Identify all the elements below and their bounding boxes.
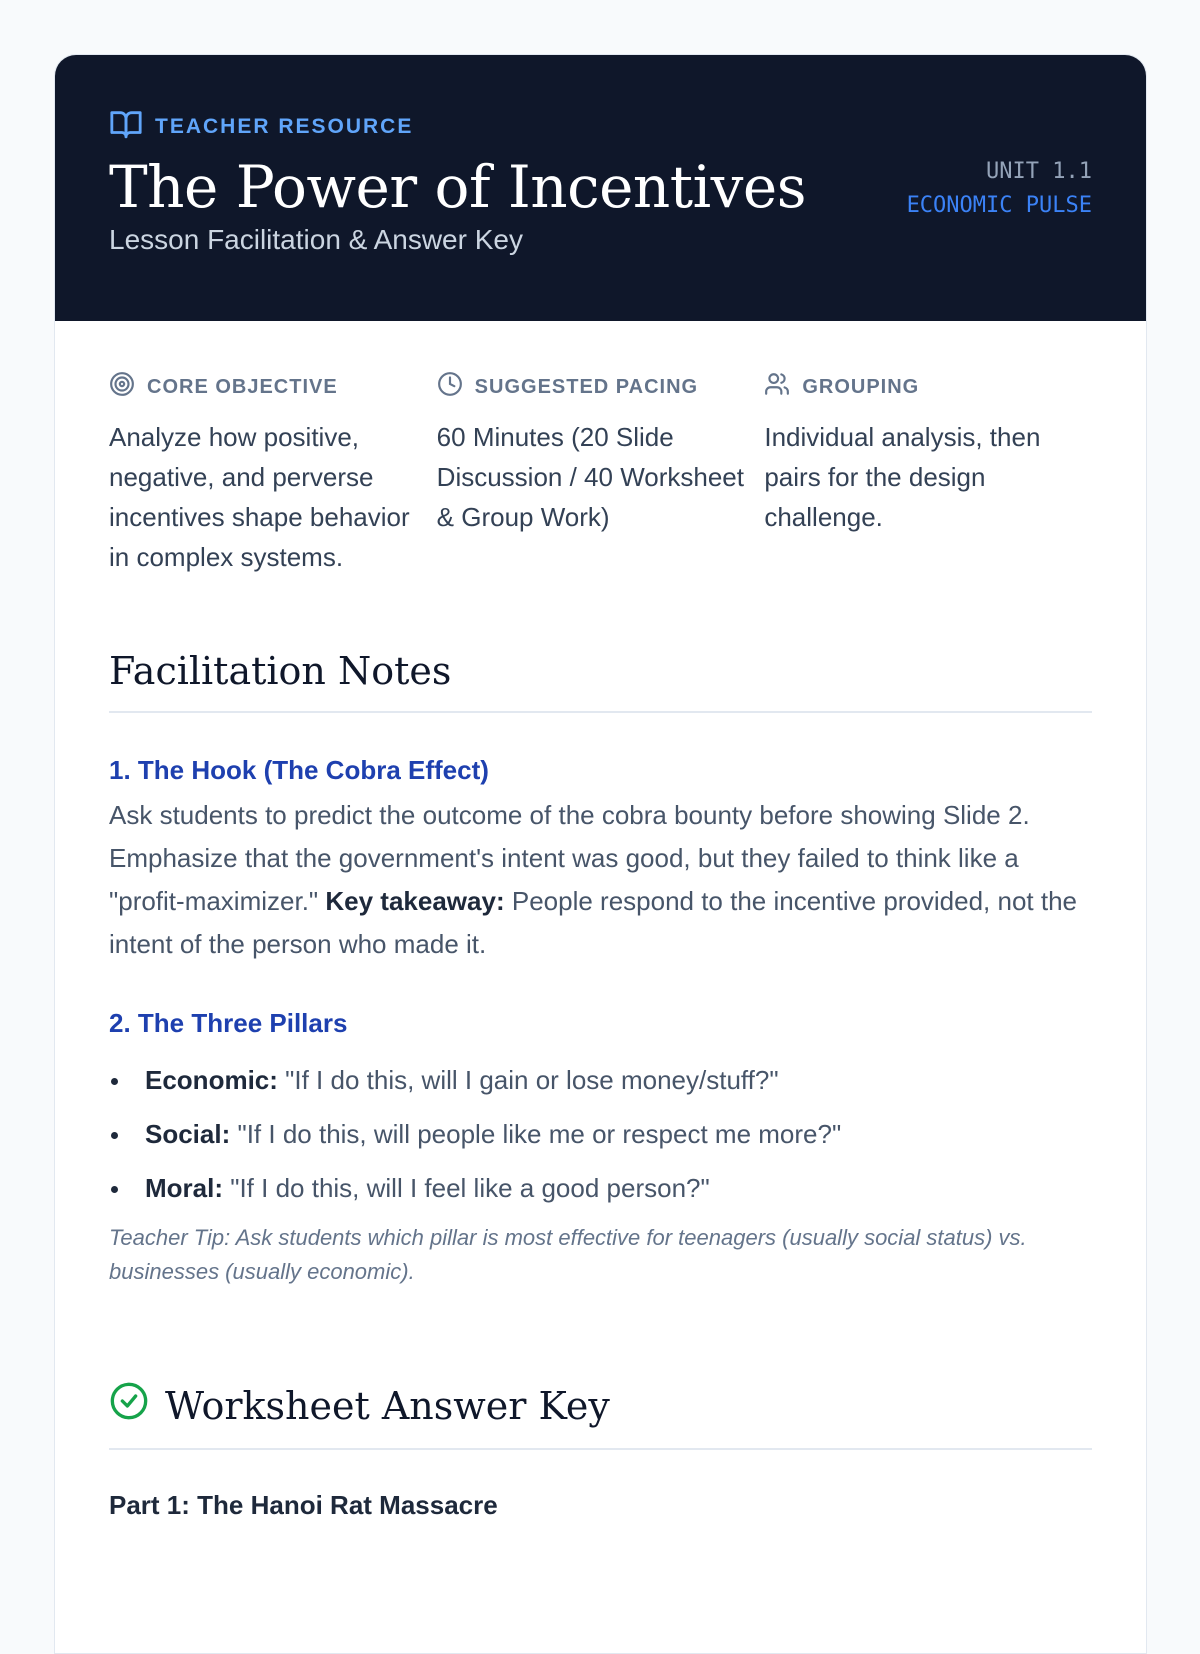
unit-number: UNIT 1.1 (986, 159, 1092, 184)
meta-pacing (437, 373, 765, 577)
facilitation-heading (109, 649, 1092, 713)
meta-text: Analyze how positive, negative, and perverse incentives shape behavior in complex systems. (109, 422, 410, 572)
meta-text: Individual analysis, then pairs for the design challenge. (764, 422, 1041, 532)
lesson-header (55, 55, 1146, 321)
page-subtitle: Lesson Facilitation & Answer Key (109, 223, 523, 255)
pillars-title: 2. The Three Pillars (109, 1008, 348, 1038)
section-title: Worksheet Answer Key (165, 1383, 610, 1428)
pillar-text: "If I do this, will people like me or respect me more?" (230, 1119, 842, 1149)
pillar-label: Social: (145, 1119, 231, 1149)
part1-title: Part 1: The Hanoi Rat Massacre (109, 1490, 498, 1520)
key-takeaway-label: Key takeaway: (325, 886, 505, 916)
meta-grouping (764, 373, 1092, 577)
meta-objective (109, 373, 437, 577)
meta-head-pacing (437, 373, 745, 401)
hook-text-after: People respond to the incentive provided, not the intent of the person who made it. (109, 886, 1078, 959)
meta-head-objective (109, 373, 417, 401)
section-title: Facilitation Notes (109, 649, 452, 693)
pillars-list (109, 1053, 1092, 1215)
hook-title: 1. The Hook (The Cobra Effect) (109, 755, 489, 785)
eyebrow (109, 107, 1092, 147)
lesson-body (55, 321, 1146, 1521)
list-item (109, 1107, 1092, 1161)
pillar-label: Economic: (145, 1065, 278, 1095)
answer-key-heading (109, 1381, 1092, 1450)
lesson-card (54, 54, 1147, 1654)
hook-text-before: Ask students to predict the outcome of the cobra bounty before showing Slide 2. Emphasize that the government's intent was good, but they failed to think like a "profit-maximizer." (109, 800, 1030, 916)
check-circle-icon (109, 1381, 149, 1430)
clock-icon (437, 371, 463, 403)
teacher-tip: Teacher Tip: Ask students which pillar is most effective for teenagers (usually social status) vs. businesses (usually economic). (109, 1225, 1027, 1284)
meta-label: CORE OBJECTIVE (147, 375, 338, 398)
target-icon (109, 371, 135, 403)
pillar-label: Moral: (145, 1173, 223, 1203)
meta-label: SUGGESTED PACING (474, 375, 699, 398)
list-item (109, 1161, 1092, 1215)
eyebrow-label: TEACHER RESOURCE (155, 115, 414, 138)
open-book-icon (109, 107, 143, 147)
pillar-text: "If I do this, will I feel like a good person?" (223, 1173, 710, 1203)
list-item (109, 1053, 1092, 1107)
hook-paragraph (109, 794, 1092, 966)
users-icon (764, 371, 790, 403)
pillar-text: "If I do this, will I gain or lose money/stuff?" (277, 1065, 779, 1095)
meta-row (109, 373, 1092, 577)
meta-text: 60 Minutes (20 Slide Discussion / 40 Worksheet & Group Work) (436, 422, 744, 532)
page-title: The Power of Incentives (109, 153, 806, 221)
series-name: ECONOMIC PULSE (906, 193, 1092, 218)
meta-label: GROUPING (802, 375, 920, 398)
meta-head-grouping (764, 373, 1072, 401)
unit-tag (907, 155, 1092, 223)
